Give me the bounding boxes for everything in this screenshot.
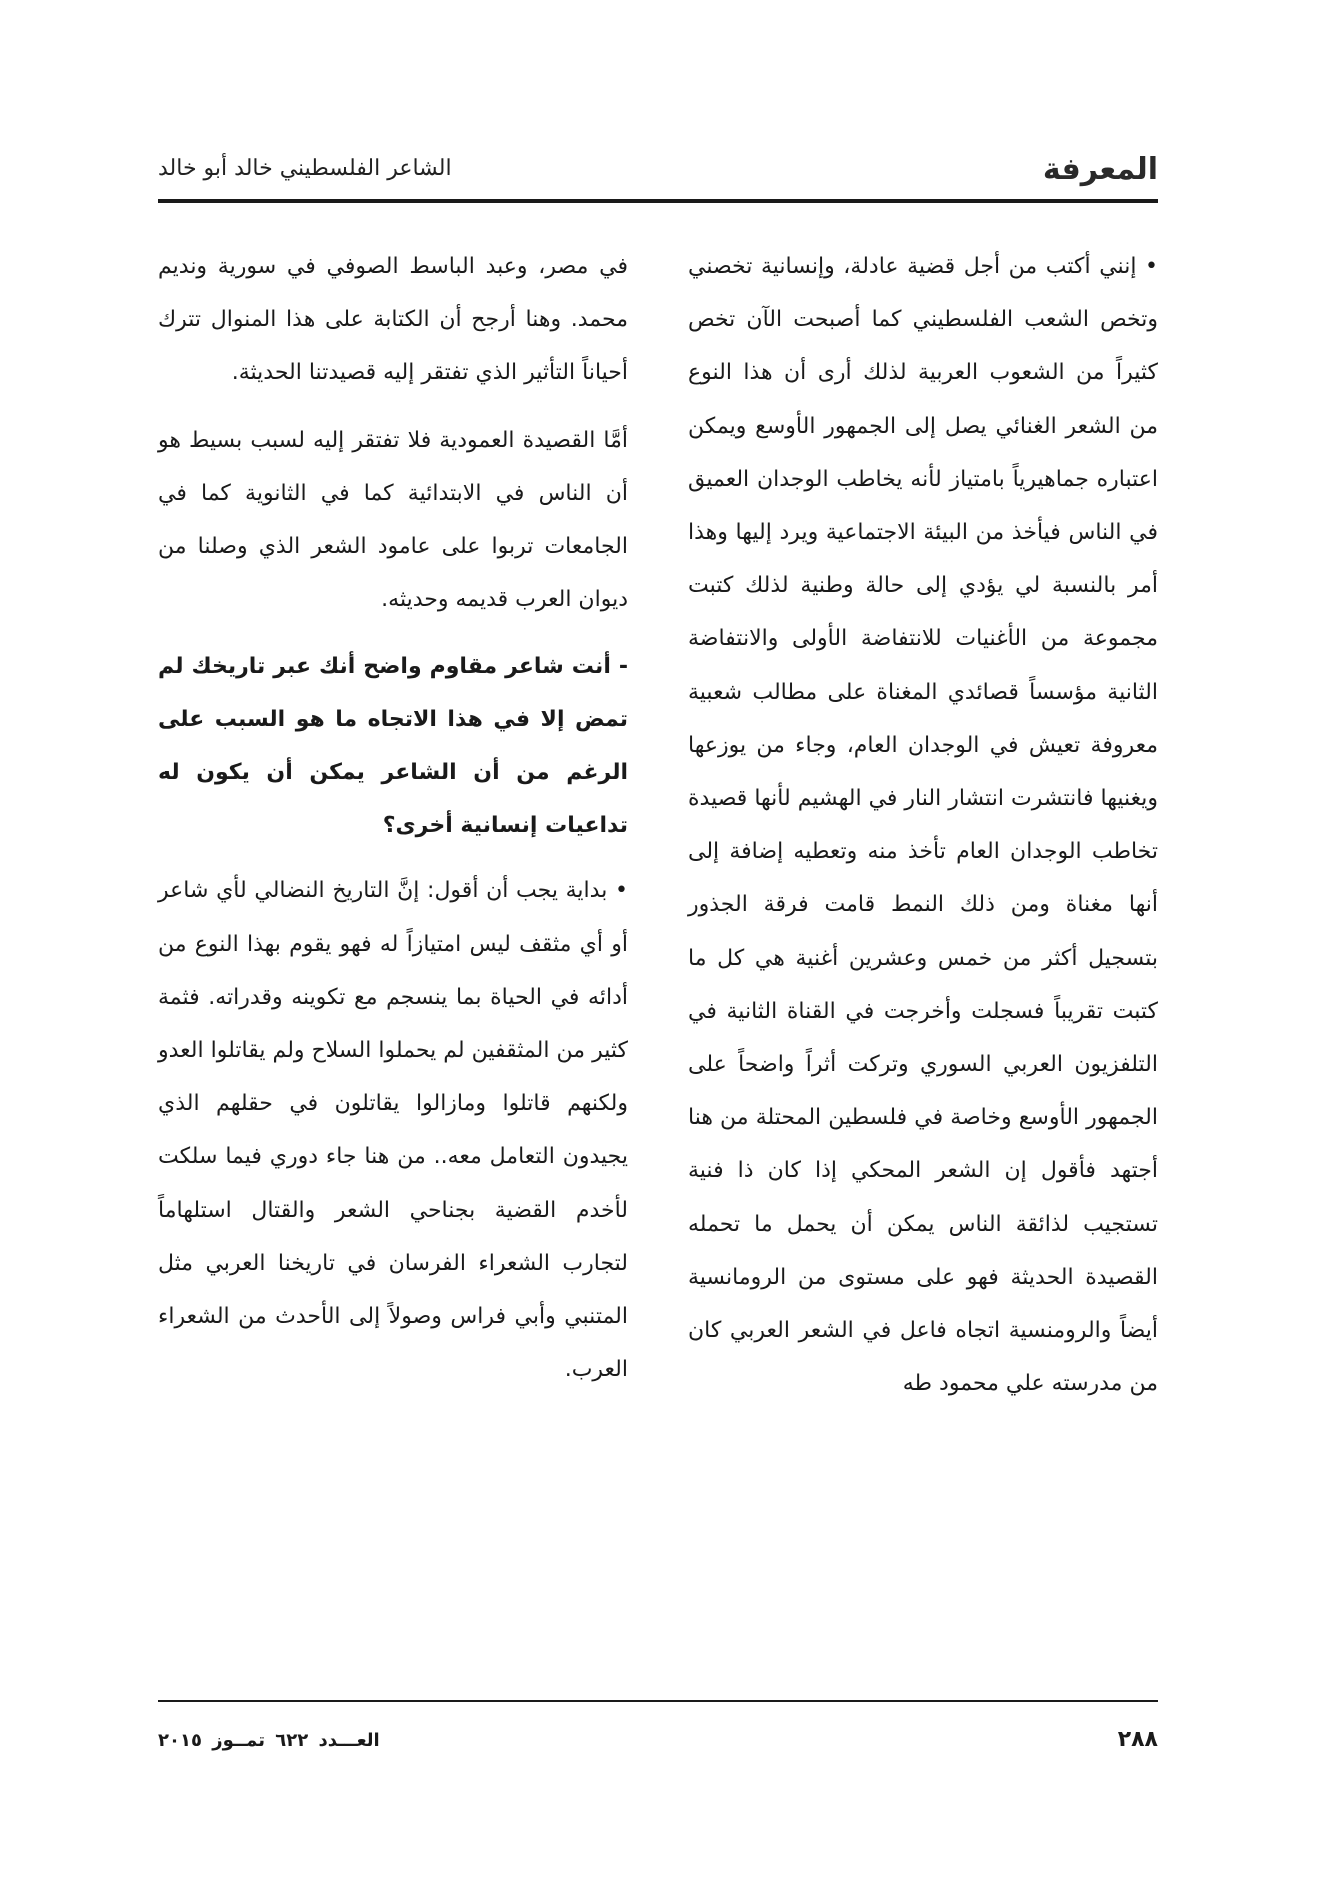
magazine-logo: المعرفة <box>1042 152 1158 187</box>
issue-info: العـــدد ٦٢٢ تمــوز ٢٠١٥ <box>158 1730 380 1751</box>
interview-question: - أنت شاعر مقاوم واضح أنك عبر تاريخك لم تمض إلا في هذا الاتجاه ما هو السبب على الرغم من أن الشاعر يمكن أن يكون له تداعيات إنسانية أخرى؟ <box>158 654 628 839</box>
right-column <box>688 240 1158 1410</box>
footer-rule <box>158 1700 1158 1702</box>
header-rule <box>158 199 1158 203</box>
right-column-paragraph: • إنني أكتب من أجل قضية عادلة، وإنسانية تخصني وتخص الشعب الفلسطيني كما أصبحت الآن تخص كثيراً من الشعوب العربية لذلك أرى أن هذا النوع من الشعر الغنائي يصل إلى الجمهور الأوسع ويمكن اعتباره جماهيرياً بامتياز لأنه يخاطب الوجدان العميق في الناس فيأخذ من البيئة الاجتماعية ويرد إليها وهذا أمر بالنسبة لي يؤدي إلى حالة وطنية لذلك كتبت مجموعة من الأغنيات للانتفاضة الأولى والانتفاضة الثانية مؤسساً قصائدي المغناة على مطالب شعبية معروفة تعيش في الوجدان العام، وجاء من يوزعها ويغنيها فانتشرت انتشار النار في الهشيم لأنها قصيدة تخاطب الوجدان العام تأخذ منه وتعطيه إضافة إلى أنها مغناة ومن ذلك النمط قامت فرقة الجذور بتسجيل أكثر من خمس وعشرين أغنية هي كل ما كتبت تقريباً فسجلت وأخرجت في القناة الثانية في التلفزيون العربي السوري وتركت أثراً واضحاً على الجمهور الأوسع وخاصة في فلسطين المحتلة من هنا أجتهد فأقول إن الشعر المحكي إذا كان ذا فنية تستجيب لذائقة الناس يمكن أن يحمل ما تحمله القصيدة الحديثة فهو على مستوى من الرومانسية أيضاً والرومنسية اتجاه فاعل في الشعر العربي كان من مدرسته علي محمود طه <box>688 254 1158 1397</box>
left-column-paragraph: في مصر، وعبد الباسط الصوفي في سورية ونديم محمد. وهنا أرجح أن الكتابة على هذا المنوال تترك أحياناً التأثير الذي تفتقر إليه قصيدتنا الحديثة. <box>158 254 628 386</box>
left-column-paragraph: • بداية يجب أن أقول: إنَّ التاريخ النضالي لأي شاعر أو أي مثقف ليس امتيازاً له فهو يقوم بهذا النوع من أدائه في الحياة بما ينسجم مع تكوينه وقدراته. فثمة كثير من المثقفين لم يحملوا السلاح ولم يقاتلوا العدو ولكنهم قاتلوا ومازالوا يقاتلون في حقلهم الذي يجيدون التعامل معه.. من هنا جاء دوري فيما سلكت لأخدم القضية بجناحي الشعر والقتال استلهاماً لتجارب الشعراء الفرسان في تاريخنا العربي مثل المتنبي وأبي فراس وصولاً إلى الأحدث من الشعراء العرب. <box>158 878 628 1383</box>
page-header <box>158 150 1158 192</box>
left-column <box>158 240 628 1410</box>
page-number: ٢٨٨ <box>1117 1727 1158 1752</box>
running-title: الشاعر الفلسطيني خالد أبو خالد <box>158 156 452 181</box>
left-column-paragraph: أمَّا القصيدة العمودية فلا تفتقر إليه لسبب بسيط هو أن الناس في الابتدائية كما في الثانوية كما في الجامعات تربوا على عامود الشعر الذي وصلنا من ديوان العرب قديمه وحديثه. <box>158 427 628 613</box>
